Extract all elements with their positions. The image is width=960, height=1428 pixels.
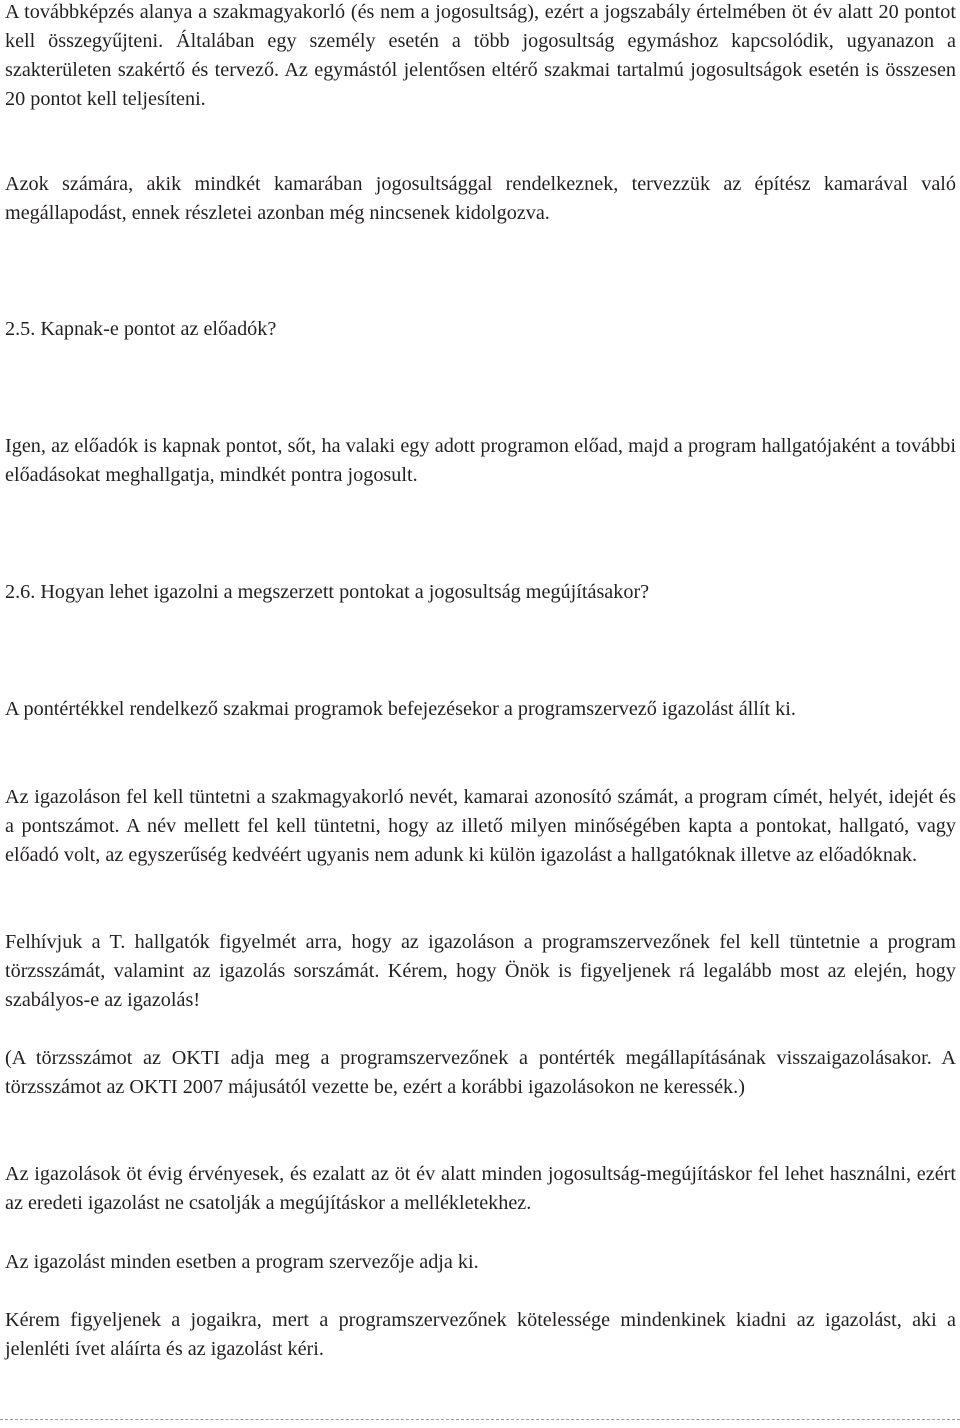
section-heading-2-6: 2.6. Hogyan lehet igazolni a megszerzett pontokat a jogosultság megújításakor? (5, 581, 650, 603)
paragraph-attention-notice: Felhívjuk a T. hallgatók figyelmét arra, hogy az igazoláson a programszervezőnek fel kell tüntetnie a program törzsszámát, valamint az igazolás sorszámát. Kérem, hogy Önök is figyeljenek rá legalább most az elején, hogy szabályos-e az igazolás! (5, 931, 956, 1011)
paragraph-issuer: Az igazolást minden esetben a program szervezője adja ki. (5, 1251, 479, 1273)
paragraph-certificate-contents: Az igazoláson fel kell tüntetni a szakmagyakorló nevét, kamarai azonosító számát, a program címét, helyét, idejét és a pontszámot. A név mellett fel kell tüntetni, hogy az illető milyen minőségében kapta a pontokat, hallgató, vagy előadó volt, az egyszerűség kedvéért ugyanis nem adunk ki külön igazolást a hallgatóknak illetve az előadóknak. (5, 786, 956, 866)
paragraph-two-chambers: Azok számára, akik mindkét kamarában jogosultsággal rendelkeznek, tervezzük az építész kamarával való megállapodást, ennek részletei azonban még nincsenek kidolgozva. (5, 173, 956, 224)
section-heading-2-5: 2.5. Kapnak-e pontot az előadók? (5, 318, 277, 340)
paragraph-presenters-points: Igen, az előadók is kapnak pontot, sőt, ha valaki egy adott programon előad, majd a program hallgatójaként a további előadásokat meghallgatja, mindkét pontra jogosult. (5, 435, 956, 486)
paragraph-rights: Kérem figyeljenek a jogaikra, mert a programszervezőnek kötelessége mindenkinek kiadni az igazolást, aki a jelenléti ívet aláírta és az igazolást kéri. (5, 1309, 956, 1360)
paragraph-continuing-education: A továbbképzés alanya a szakmagyakorló (és nem a jogosultság), ezért a jogszabály értelmében öt év alatt 20 pontot kell összegyűjteni. Általában egy személy esetén a több jogosultság egymáshoz kapcsolódik, ugyanazon a szakterületen szakértő és tervező. Az egymástól jelentősen eltérő szakmai tartalmú jogosultságok esetén is összesen 20 pontot kell teljesíteni. (5, 1, 956, 110)
paragraph-okti-registration: (A törzsszámot az OKTI adja meg a programszervezőnek a pontérték megállapításának visszaigazolásakor. A törzsszámot az OKTI 2007 májusától vezette be, ezért a korábbi igazolásokon ne keressék.) (5, 1047, 956, 1098)
page-footer-divider (0, 1419, 960, 1420)
paragraph-validity: Az igazolások öt évig érvényesek, és ezalatt az öt év alatt minden jogosultság-megújításkor fel lehet használni, ezért az eredeti igazolást ne csatolják a megújításkor a mellékletekhez. (5, 1163, 956, 1214)
paragraph-certificate-issued: A pontértékkel rendelkező szakmai programok befejezésekor a programszervező igazolást állít ki. (5, 698, 796, 720)
